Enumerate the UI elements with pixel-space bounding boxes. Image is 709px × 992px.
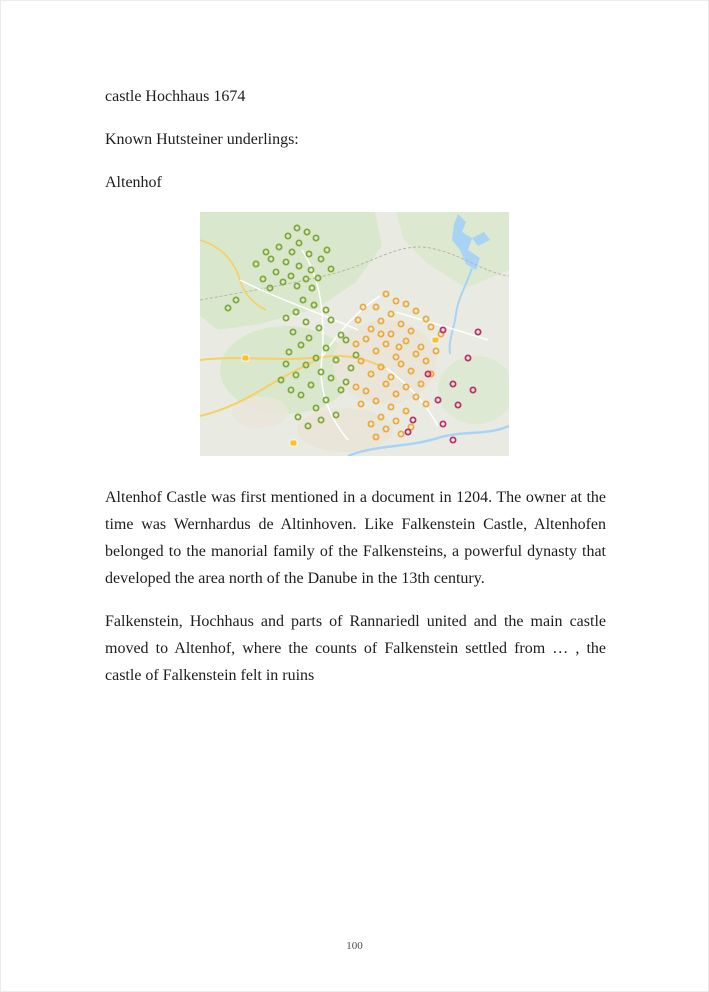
green-castle-marker[interactable] bbox=[288, 387, 293, 392]
orange-castle-marker[interactable] bbox=[433, 348, 438, 353]
green-castle-marker[interactable] bbox=[283, 361, 288, 366]
orange-castle-marker[interactable] bbox=[418, 344, 423, 349]
green-castle-marker[interactable] bbox=[309, 285, 314, 290]
green-castle-marker[interactable] bbox=[267, 285, 272, 290]
green-castle-marker[interactable] bbox=[306, 251, 311, 256]
green-castle-marker[interactable] bbox=[305, 423, 310, 428]
orange-castle-marker[interactable] bbox=[403, 408, 408, 413]
green-castle-marker[interactable] bbox=[313, 235, 318, 240]
orange-castle-marker[interactable] bbox=[408, 328, 413, 333]
orange-castle-marker[interactable] bbox=[423, 358, 428, 363]
green-castle-marker[interactable] bbox=[353, 352, 358, 357]
orange-castle-marker[interactable] bbox=[360, 304, 365, 309]
heading-known-underlings: Known Hutsteiner underlings: bbox=[105, 131, 299, 148]
magenta-castle-marker[interactable] bbox=[440, 421, 445, 426]
green-castle-marker[interactable] bbox=[290, 329, 295, 334]
orange-castle-marker[interactable] bbox=[373, 434, 378, 439]
green-castle-marker[interactable] bbox=[298, 392, 303, 397]
green-castle-marker[interactable] bbox=[343, 337, 348, 342]
green-castle-marker[interactable] bbox=[280, 279, 285, 284]
magenta-castle-marker[interactable] bbox=[475, 329, 480, 334]
page-number: 100 bbox=[346, 940, 363, 952]
heading-castle-hochhaus: castle Hochhaus 1674 bbox=[105, 88, 246, 105]
orange-castle-marker[interactable] bbox=[418, 381, 423, 386]
orange-castle-marker[interactable] bbox=[368, 371, 373, 376]
green-castle-marker[interactable] bbox=[306, 335, 311, 340]
orange-castle-marker[interactable] bbox=[383, 341, 388, 346]
green-castle-marker[interactable] bbox=[298, 342, 303, 347]
green-castle-marker[interactable] bbox=[323, 397, 328, 402]
green-castle-marker[interactable] bbox=[308, 382, 313, 387]
orange-castle-marker[interactable] bbox=[353, 341, 358, 346]
green-castle-marker[interactable] bbox=[318, 417, 323, 422]
green-castle-marker[interactable] bbox=[338, 387, 343, 392]
green-castle-marker[interactable] bbox=[318, 369, 323, 374]
orange-castle-marker[interactable] bbox=[396, 344, 401, 349]
orange-castle-marker[interactable] bbox=[393, 298, 398, 303]
orange-castle-marker[interactable] bbox=[408, 368, 413, 373]
green-castle-marker[interactable] bbox=[313, 405, 318, 410]
green-castle-marker[interactable] bbox=[348, 365, 353, 370]
orange-castle-marker[interactable] bbox=[373, 398, 378, 403]
orange-castle-marker[interactable] bbox=[378, 364, 383, 369]
green-castle-marker[interactable] bbox=[283, 259, 288, 264]
green-castle-marker[interactable] bbox=[333, 412, 338, 417]
green-castle-marker[interactable] bbox=[294, 225, 299, 230]
orange-castle-marker[interactable] bbox=[403, 301, 408, 306]
orange-castle-marker[interactable] bbox=[413, 394, 418, 399]
green-castle-marker[interactable] bbox=[343, 379, 348, 384]
orange-castle-marker[interactable] bbox=[378, 318, 383, 323]
orange-castle-marker[interactable] bbox=[358, 358, 363, 363]
green-castle-marker[interactable] bbox=[289, 249, 294, 254]
orange-castle-marker[interactable] bbox=[388, 404, 393, 409]
orange-castle-marker[interactable] bbox=[393, 418, 398, 423]
green-castle-marker[interactable] bbox=[294, 283, 299, 288]
green-castle-marker[interactable] bbox=[288, 273, 293, 278]
paragraph-altenhof-history: Altenhof Castle was first mentioned in a document in 1204. The owner at the time was Wernhardus de Altinhoven. Like Falkenstein Castle, Altenhofen belonged to the manorial family of the Falkensteins, a powerful dynasty that developed the area north of the Danube in the 13th century. bbox=[105, 489, 606, 587]
green-castle-marker[interactable] bbox=[296, 263, 301, 268]
green-castle-marker[interactable] bbox=[300, 297, 305, 302]
green-castle-marker[interactable] bbox=[328, 266, 333, 271]
green-castle-marker[interactable] bbox=[304, 229, 309, 234]
orange-castle-marker[interactable] bbox=[403, 338, 408, 343]
orange-castle-marker[interactable] bbox=[373, 348, 378, 353]
magenta-castle-marker[interactable] bbox=[410, 417, 415, 422]
orange-castle-marker[interactable] bbox=[388, 374, 393, 379]
green-castle-marker[interactable] bbox=[260, 276, 265, 281]
green-castle-marker[interactable] bbox=[286, 349, 291, 354]
orange-castle-marker[interactable] bbox=[358, 401, 363, 406]
green-castle-marker[interactable] bbox=[268, 256, 273, 261]
magenta-castle-marker[interactable] bbox=[465, 355, 470, 360]
green-castle-marker[interactable] bbox=[328, 375, 333, 380]
orange-castle-marker[interactable] bbox=[355, 317, 360, 322]
green-castle-marker[interactable] bbox=[278, 377, 283, 382]
orange-castle-marker[interactable] bbox=[373, 304, 378, 309]
green-castle-marker[interactable] bbox=[283, 315, 288, 320]
orange-castle-marker[interactable] bbox=[413, 351, 418, 356]
magenta-castle-marker[interactable] bbox=[425, 371, 430, 376]
green-castle-marker[interactable] bbox=[313, 355, 318, 360]
green-castle-marker[interactable] bbox=[311, 302, 316, 307]
orange-castle-marker[interactable] bbox=[383, 381, 388, 386]
green-castle-marker[interactable] bbox=[303, 276, 308, 281]
green-castle-marker[interactable] bbox=[253, 261, 258, 266]
magenta-castle-marker[interactable] bbox=[455, 402, 460, 407]
magenta-castle-marker[interactable] bbox=[470, 387, 475, 392]
orange-castle-marker[interactable] bbox=[368, 326, 373, 331]
magenta-castle-marker[interactable] bbox=[440, 327, 445, 332]
magenta-castle-marker[interactable] bbox=[450, 381, 455, 386]
orange-castle-marker[interactable] bbox=[353, 384, 358, 389]
orange-castle-marker[interactable] bbox=[393, 354, 398, 359]
green-castle-marker[interactable] bbox=[303, 362, 308, 367]
orange-castle-marker[interactable] bbox=[403, 384, 408, 389]
green-castle-marker[interactable] bbox=[263, 249, 268, 254]
orange-castle-marker[interactable] bbox=[383, 291, 388, 296]
green-castle-marker[interactable] bbox=[293, 309, 298, 314]
green-castle-marker[interactable] bbox=[318, 256, 323, 261]
green-castle-marker[interactable] bbox=[303, 319, 308, 324]
orange-castle-marker[interactable] bbox=[383, 426, 388, 431]
castle-locations-map[interactable] bbox=[200, 212, 509, 456]
orange-castle-marker[interactable] bbox=[428, 324, 433, 329]
orange-castle-marker[interactable] bbox=[398, 431, 403, 436]
green-castle-marker[interactable] bbox=[338, 332, 343, 337]
green-castle-marker[interactable] bbox=[323, 307, 328, 312]
magenta-castle-marker[interactable] bbox=[435, 397, 440, 402]
magenta-castle-marker[interactable] bbox=[405, 429, 410, 434]
green-castle-marker[interactable] bbox=[293, 372, 298, 377]
orange-castle-marker[interactable] bbox=[378, 331, 383, 336]
orange-castle-marker[interactable] bbox=[388, 331, 393, 336]
orange-castle-marker[interactable] bbox=[368, 421, 373, 426]
green-castle-marker[interactable] bbox=[276, 244, 281, 249]
green-castle-marker[interactable] bbox=[233, 297, 238, 302]
orange-castle-marker[interactable] bbox=[363, 388, 368, 393]
green-castle-marker[interactable] bbox=[273, 269, 278, 274]
magenta-castle-marker[interactable] bbox=[450, 437, 455, 442]
green-castle-marker[interactable] bbox=[333, 357, 338, 362]
orange-castle-marker[interactable] bbox=[363, 336, 368, 341]
green-castle-marker[interactable] bbox=[308, 267, 313, 272]
green-castle-marker[interactable] bbox=[285, 233, 290, 238]
orange-castle-marker[interactable] bbox=[398, 321, 403, 326]
green-castle-marker[interactable] bbox=[316, 325, 321, 330]
green-castle-marker[interactable] bbox=[324, 247, 329, 252]
green-castle-marker[interactable] bbox=[328, 317, 333, 322]
orange-castle-marker[interactable] bbox=[423, 316, 428, 321]
orange-castle-marker[interactable] bbox=[413, 308, 418, 313]
orange-castle-marker[interactable] bbox=[398, 361, 403, 366]
orange-castle-marker[interactable] bbox=[378, 414, 383, 419]
green-castle-marker[interactable] bbox=[315, 275, 320, 280]
orange-castle-marker[interactable] bbox=[393, 391, 398, 396]
heading-altenhof: Altenhof bbox=[105, 174, 162, 191]
green-castle-marker[interactable] bbox=[295, 414, 300, 419]
orange-castle-marker[interactable] bbox=[423, 401, 428, 406]
green-castle-marker[interactable] bbox=[323, 345, 328, 350]
orange-castle-marker[interactable] bbox=[388, 311, 393, 316]
green-castle-marker[interactable] bbox=[296, 240, 301, 245]
green-castle-marker[interactable] bbox=[225, 305, 230, 310]
paragraph-falkenstein-union: Falkenstein, Hochhaus and parts of Rannariedl united and the main castle moved to Altenhof, where the counts of Falkenstein settled from … , the castle of Falkenstein felt in ruins bbox=[105, 613, 606, 684]
